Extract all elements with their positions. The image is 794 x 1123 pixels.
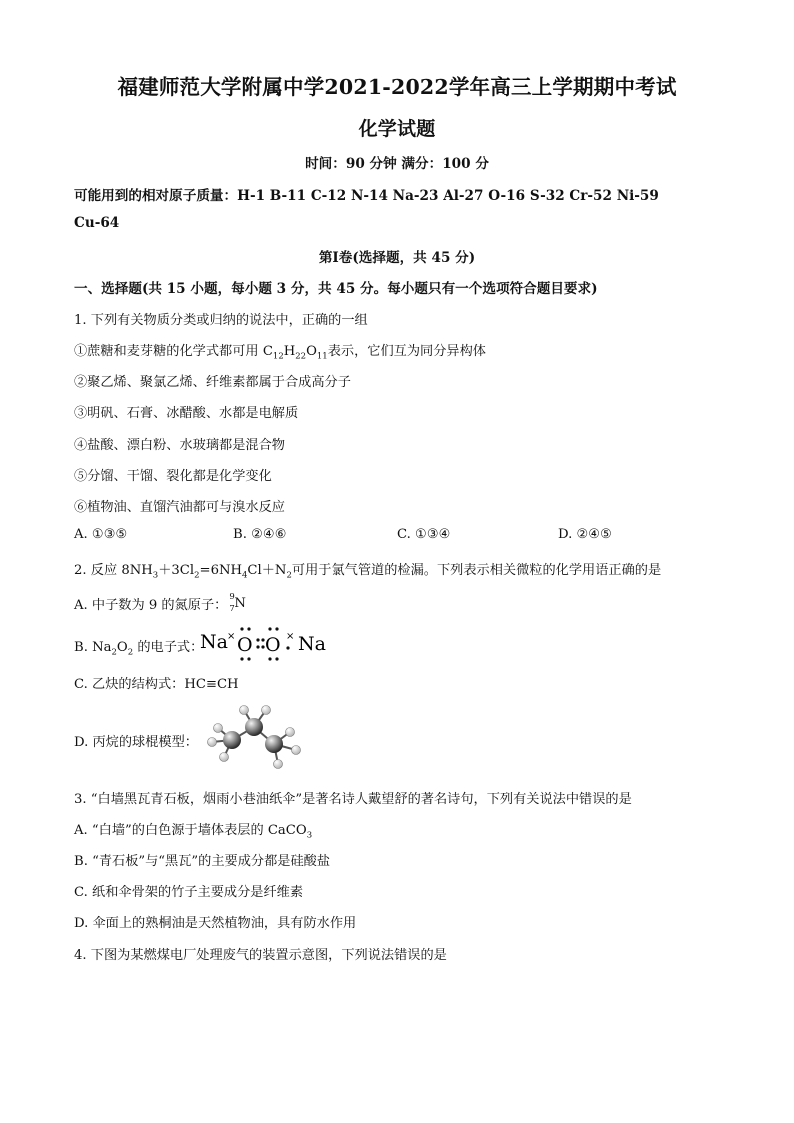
q1-stem: 1. 下列有关物质分类或归纳的说法中，正确的一组 (74, 313, 368, 328)
q2-option-d: D. 丙烷的球棍模型： (74, 735, 198, 750)
atomic-masses-line2: Cu-64 (74, 215, 120, 231)
q3-option-b: B. “青石板”与“黑瓦”的主要成分都是硅酸盐 (74, 854, 331, 869)
q3-option-c: C. 纸和伞骨架的竹子主要成分是纤维素 (74, 885, 304, 900)
q2-option-a: A. 中子数为 9 的氮原子： 9 7 N (74, 592, 246, 614)
lewis-na-left: Na (200, 631, 228, 653)
q1-item-2: ②聚乙烯、聚氯乙烯、纤维素都属于合成高分子 (74, 375, 351, 390)
propane-ball-stick-model (204, 702, 304, 772)
lewis-o-2: O (265, 634, 281, 656)
lewis-o-1: O (237, 634, 253, 656)
time-info: 时间：90 分钟 满分：100 分 (305, 156, 489, 172)
q1-item-1: ①蔗糖和麦芽糖的化学式都可用 $C_{12}H_{22}O_{11}$表示，它们互为同分异构体 (74, 344, 486, 362)
q1-item-4: ④盐酸、漂白粉、水玻璃都是混合物 (74, 438, 285, 453)
q2-option-c: C. 乙炔的结构式：HC≡CH (74, 677, 239, 692)
q1-item-3: ③明矾、石膏、冰醋酸、水都是电解质 (74, 406, 299, 421)
q3-stem: 3. “白墙黑瓦青石板，烟雨小巷油纸伞”是著名诗人戴望舒的著名诗句，下列有关说法中错误的是 (74, 792, 632, 807)
q1-option-b: B. ②④⑥ (233, 527, 287, 542)
q1-item-5: ⑤分馏、干馏、裂化都是化学变化 (74, 469, 272, 484)
q2-stem: 2. 反应 $8NH_3+3Cl_2=6NH_4Cl+N_2$可用于氯气管道的检漏。下列表示相关微粒的化学用语正确的是 (74, 563, 662, 581)
q3-option-a: A. “白墙”的白色源于墙体表层的 CaCO$_3$ (74, 823, 313, 841)
exam-title: 福建师范大学附属中学2021-2022学年高三上学期期中考试 (117, 75, 677, 99)
q4-stem: 4. 下图为某燃煤电厂处理废气的装置示意图，下列说法错误的是 (74, 948, 447, 963)
q3-option-d: D. 伞面上的熟桐油是天然植物油，具有防水作用 (74, 916, 357, 931)
q1-option-a: A. ①③⑤ (74, 527, 128, 542)
svg-text:×: × (227, 631, 236, 642)
exam-subtitle: 化学试题 (358, 118, 436, 140)
q1-option-d: D. ②④⑤ (558, 527, 612, 542)
atomic-masses-line1: 可能用到的相对原子质量：H-1 B-11 C-12 N-14 Na-23 Al-27 O-16 S-32 Cr-52 Ni-59 (74, 188, 659, 204)
svg-text:×: × (286, 631, 295, 642)
q1-item-6: ⑥植物油、直馏汽油都可与溴水反应 (74, 500, 285, 515)
volume-heading: 第Ⅰ卷(选择题，共 45 分) (318, 250, 476, 266)
section-heading: 一、选择题(共 15 小题，每小题 3 分，共 45 分。每小题只有一个选项符合题目要求) (74, 281, 598, 297)
lewis-na-right: Na (298, 633, 326, 655)
q1-option-c: C. ①③④ (397, 527, 451, 542)
nitrogen-nuclide-symbol: 9 7 N (229, 592, 246, 614)
q2-option-b: B. $Na_2O_2$ 的电子式： (74, 640, 204, 658)
sodium-peroxide-lewis-structure (198, 624, 338, 664)
